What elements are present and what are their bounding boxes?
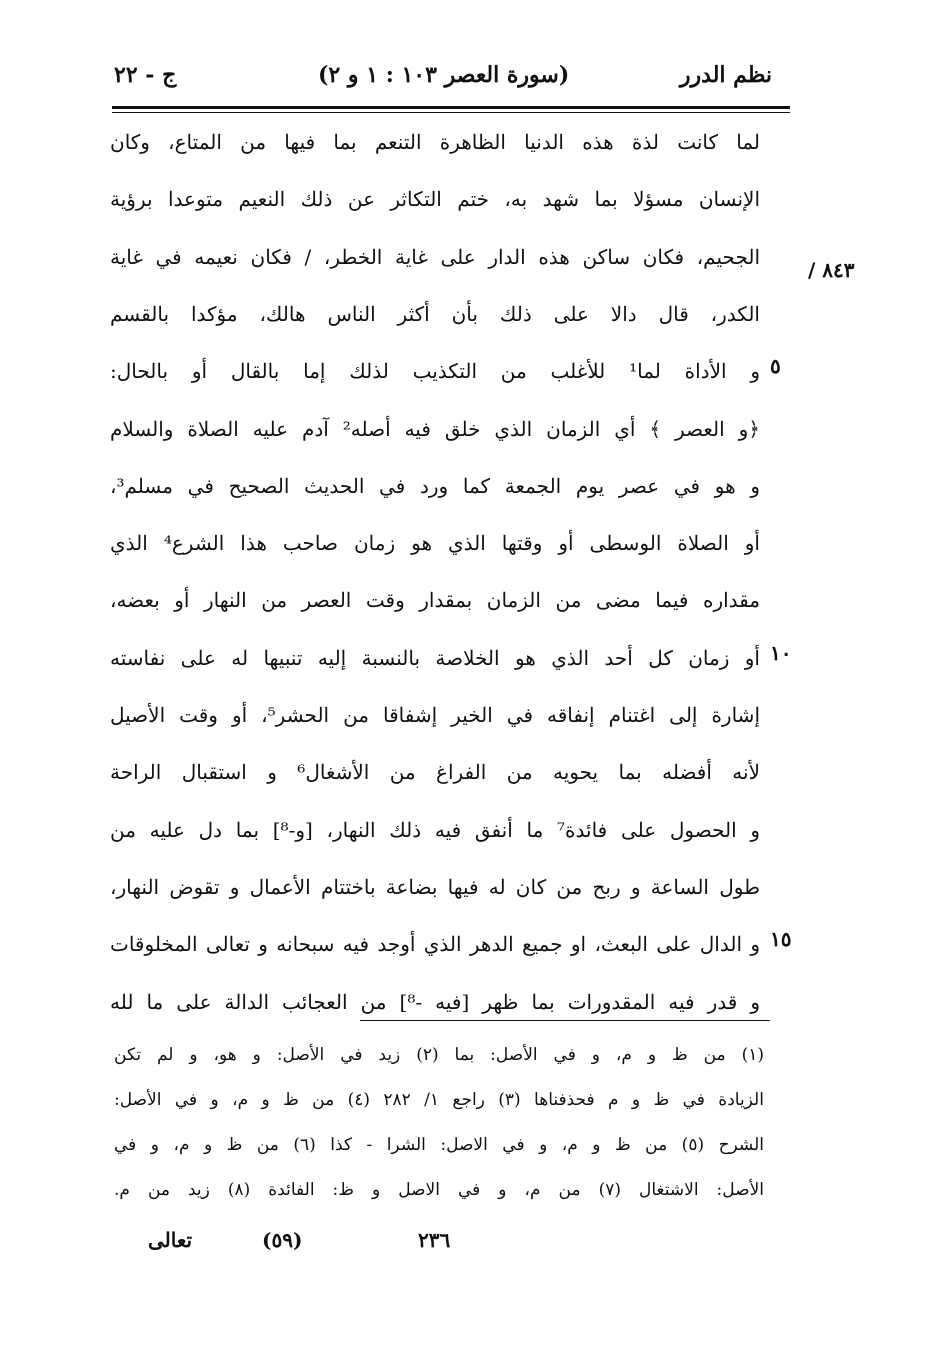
surah-reference: (سورة العصر ١٠٣ : ١ و ٢) [318, 62, 570, 88]
line-number: ٥ [770, 354, 781, 379]
body-line: الكدر، قال دالا على ذلك بأن أكثر الناس هالك، مؤكدا بالقسم [110, 301, 760, 326]
footnote-rule [360, 1020, 770, 1021]
body-line: ﴿و العصر ﴾ أي الزمان الذي خلق فيه أصله² آدم عليه الصلاة والسلام [110, 416, 760, 441]
body-line: إشارة إلى اغتنام إنفاقه في الخير إشفاقا من الحشر⁵، أو وقت الأصيل [110, 703, 760, 727]
body-line: الجحيم، فكان ساكن هذه الدار على غاية الخطر، / فكان نعيمه في غاية [110, 244, 760, 269]
footnote-line: الشرح (٥) من ظ و م، و في الاصل: الشرا - كذا (٦) من ظ و م، و في [114, 1135, 764, 1155]
book-title: نظم الدرر [679, 62, 772, 88]
catchword: تعالى [148, 1228, 193, 1252]
body-line: الإنسان مسؤلا بما شهد به، ختم التكاثر عن ذلك النعيم متوعدا برؤية [110, 187, 760, 212]
body-line: و الحصول على فائدة⁷ ما أنفق فيه ذلك النهار، [و-⁸] بما دل عليه من [110, 817, 760, 842]
body-line: طول الساعة و ربح من كان له فيها بضاعة باختتام الأعمال و تقوض النهار، [110, 874, 760, 899]
body-line: أو الصلاة الوسطى أو وقتها الذي هو زمان صاحب هذا الشرع⁴ الذي [110, 531, 760, 556]
margin-page-reference: ٨٤٣ / [808, 258, 855, 282]
line-number: ١٠ [770, 640, 792, 665]
volume-label: ج - ٢٢ [114, 62, 177, 88]
body-line: و هو في عصر يوم الجمعة كما ورد في الحديث الصحيح في مسلم³، [110, 473, 760, 498]
body-line: أو زمان كل أحد الذي هو الخلاصة بالنسبة إليه تنبيها له على نفاسته [110, 645, 760, 670]
line-number: ١٥ [770, 927, 792, 952]
section-number: (٥٩) [262, 1228, 303, 1252]
footnote-line: الأصل: الاشتغال (٧) من م، و في الاصل و ظ: الفائدة (٨) زيد من م. [114, 1180, 764, 1200]
header-rule-thin [112, 112, 790, 113]
body-line: و الأداة لما¹ للأغلب من التكذيب لذلك إما بالقال أو بالحال: [110, 359, 760, 384]
body-line: و قدر فيه المقدورات بما ظهر [فيه -⁸] من العجائب الدالة على ما لله [110, 989, 760, 1014]
body-line: و الدال على البعث، او جميع الدهر الذي أوجد فيه سبحانه و تعالى المخلوقات [110, 932, 760, 957]
body-line: مقداره فيما مضى من الزمان بمقدار وقت العصر من النهار أو بعضه، [110, 588, 760, 613]
footnote-line: الزيادة في ظ و م فحذفناها (٣) راجع ١/ ٢٨٢ (٤) من ظ و م، و في الأصل: [114, 1090, 764, 1110]
footnote-line: (١) من ظ و م، و في الأصل: بما (٢) زيد في الأصل: و هو، و لم تكن [114, 1045, 764, 1065]
body-line: لأنه أفضله بما يحويه من الفراغ من الأشغال⁶ و استقبال الراحة [110, 760, 760, 785]
page-number: ٢٣٦ [418, 1228, 451, 1252]
header-rule [112, 106, 790, 109]
body-line: لما كانت لذة هذه الدنيا الظاهرة التنعم بما فيها من المتاع، وكان [110, 130, 760, 154]
